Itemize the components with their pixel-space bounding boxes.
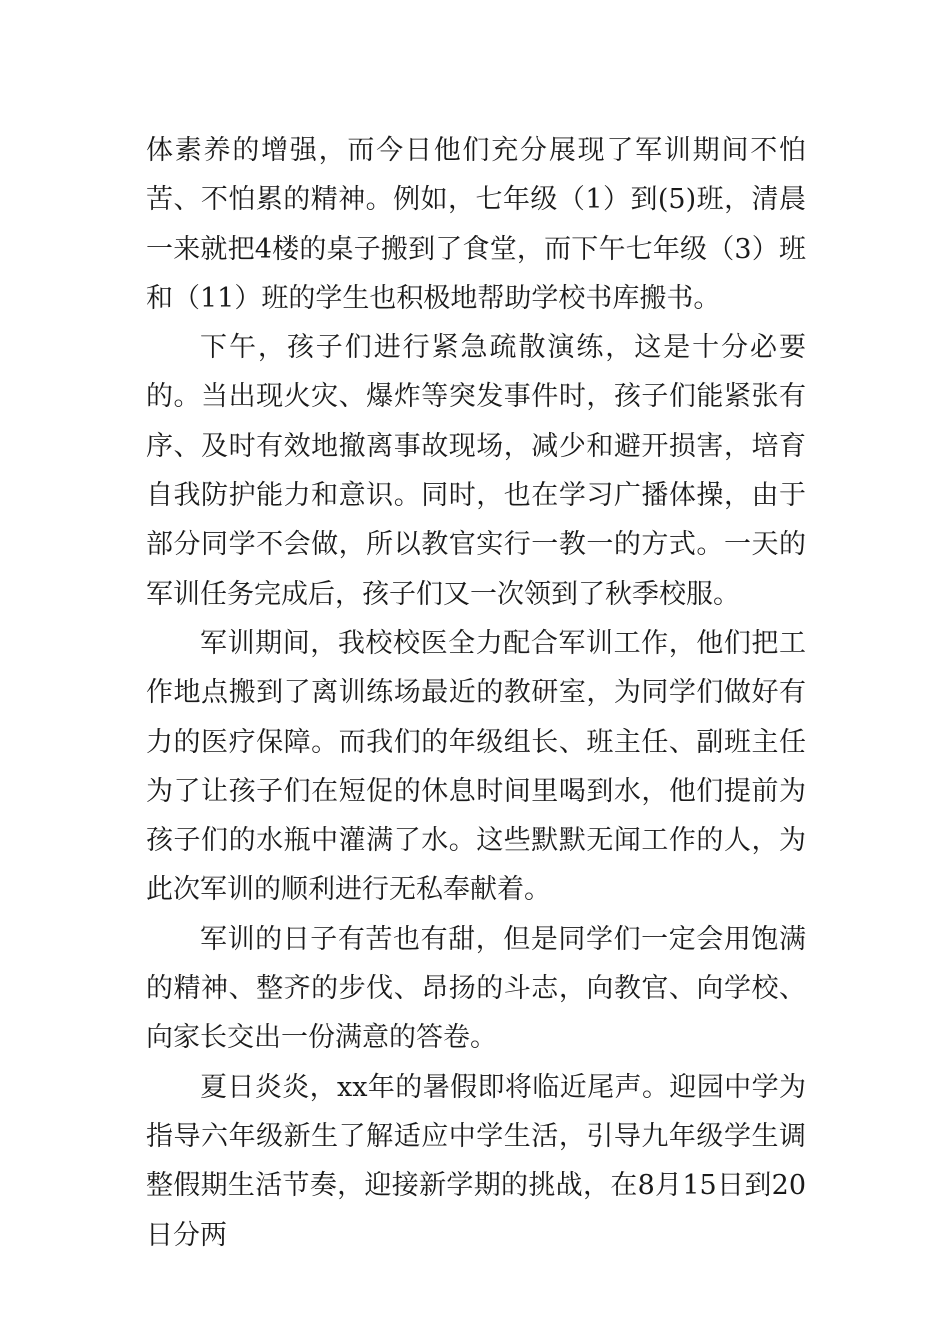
paragraph-5: 夏日炎炎，xx年的暑假即将临近尾声。迎园中学为指导六年级新生了解适应中学生活，引导九年级学生调整假期生活节奏，迎接新学期的挑战，在8月15日到20日分两 [146,1071,806,1251]
paragraph-4: 军训的日子有苦也有甜，但是同学们一定会用饱满的精神、整齐的步伐、昂扬的斗志，向教官、向学校、向家长交出一份满意的答卷。 [146,923,806,1054]
paragraph-3: 军训期间，我校校医全力配合军训工作，他们把工作地点搬到了离训练场最近的教研室，为同学们做好有力的医疗保障。而我们的年级组长、班主任、副班主任为了让孩子们在短促的休息时间里喝到水，他们提前为孩子们的水瓶中灌满了水。这些默默无闻工作的人，为此次军训的顺利进行无私奉献着。 [146,627,806,906]
document-body [146,126,806,1260]
paragraph-2: 下午，孩子们进行紧急疏散演练，这是十分必要的。当出现火灾、爆炸等突发事件时，孩子们能紧张有序、及时有效地撤离事故现场，减少和避开损害，培育自我防护能力和意识。同时，也在学习广播体操，由于部分同学不会做，所以教官实行一教一的方式。一天的军训任务完成后，孩子们又一次领到了秋季校服。 [146,332,806,610]
paragraph-1: 体素养的增强，而今日他们充分展现了军训期间不怕苦、不怕累的精神。例如，七年级（1）到(5)班，清晨一来就把4楼的桌子搬到了食堂，而下午七年级（3）班和（11）班的学生也积极地帮助学校书库搬书。 [146,135,806,314]
